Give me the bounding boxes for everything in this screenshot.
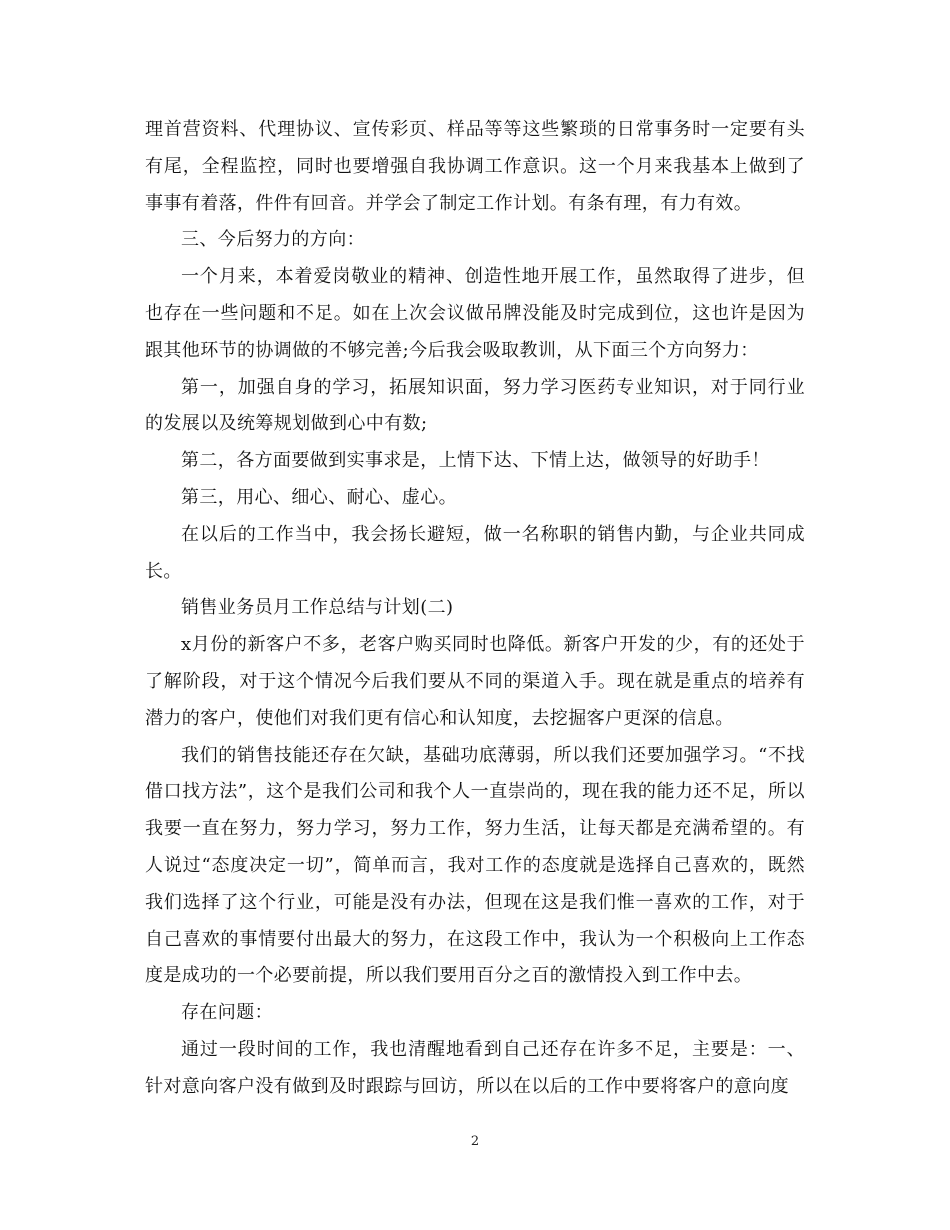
section-title-part-two: 销售业务员月工作总结与计划(二) (181, 597, 454, 619)
paragraph-problems-detail: 通过一段时间的工作，我也清醒地看到自己还存在许多不足，主要是：一、针对意向客户没有做到及时跟踪与回访，所以在以后的工作中要将客户的意向度 (145, 1038, 805, 1097)
paragraph-future-work: 在以后的工作当中，我会扬长避短，做一名称职的销售内勤，与企业共同成长。 (145, 523, 805, 582)
page-number: 2 (470, 1134, 480, 1149)
section-heading-problems: 存在问题： (181, 1002, 273, 1024)
paragraph-sales-skills: 我们的销售技能还存在欠缺，基础功底薄弱，所以我们还要加强学习。“不找借口找方法”，这个是我们公司和我个人一直崇尚的，现在我的能力还不足，所以我要一直在努力，努力学习，努力工作，努力生活，让每天都是充满希望的。有人说过“态度决定一切”，简单而言，我对工作的态度就是选择自己喜欢的，既然我们选择了这个行业，可能是没有办法，但现在这是我们惟一喜欢的工作，对于自己喜欢的事情要付出最大的努力，在这段工作中，我认为一个积极向上工作态度是成功的一个必要前提，所以我们要用百分之百的激情投入到工作中去。 (145, 744, 805, 987)
document-body (145, 112, 805, 1106)
section-heading-future-direction: 三、今后努力的方向： (181, 229, 365, 251)
paragraph-point-third: 第三，用心、细心、耐心、虚心。 (181, 486, 457, 508)
paragraph-point-second: 第二，各方面要做到实事求是，上情下达、下情上达，做领导的好助手！ (181, 450, 770, 472)
paragraph-point-first: 第一，加强自身的学习，拓展知识面，努力学习医药专业知识，对于同行业的发展以及统筹规划做到心中有数; (145, 376, 805, 435)
paragraph-new-customers: x月份的新客户不多，老客户购买同时也降低。新客户开发的少，有的还处于了解阶段，对于这个情况今后我们要从不同的渠道入手。现在就是重点的培养有潜力的客户，使他们对我们更有信心和认知度，去挖掘客户更深的信息。 (145, 634, 805, 729)
paragraph-continuation: 理首营资料、代理协议、宣传彩页、样品等等这些繁琐的日常事务时一定要有头有尾，全程监控，同时也要增强自我协调工作意识。这一个月来我基本上做到了事事有着落，件件有回音。并学会了制定工作计划。有条有理，有力有效。 (145, 119, 805, 214)
paragraph-month-review: 一个月来，本着爱岗敬业的精神、创造性地开展工作，虽然取得了进步，但也存在一些问题和不足。如在上次会议做吊牌没能及时完成到位，这也许是因为跟其他环节的协调做的不够完善;今后我会吸取教训，从下面三个方向努力： (145, 266, 805, 361)
